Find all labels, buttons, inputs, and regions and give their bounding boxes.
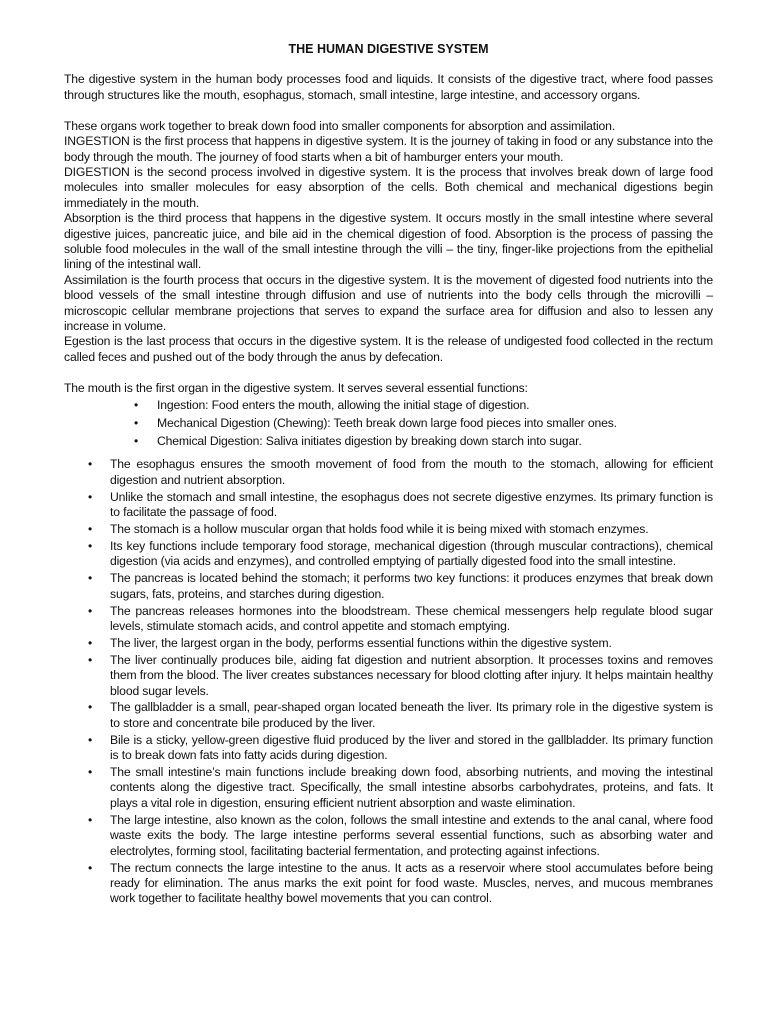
list-item-text: Chemical Digestion: Saliva initiates digestion by breaking down starch into sugar. xyxy=(157,433,582,448)
mouth-intro-paragraph: The mouth is the first organ in the digestive system. It serves several essential functions: xyxy=(64,380,528,395)
list-item-text: The pancreas is located behind the stomach; it performs two key functions: it produces enzymes that break down sugars, fats, proteins, and starches during digestion. xyxy=(110,571,713,601)
list-item-text: The gallbladder is a small, pear-shaped organ located beneath the liver. Its primary role in the digestive system is to store and concentrate bile produced by the liver. xyxy=(110,700,713,730)
list-item-text: The liver continually produces bile, aiding fat digestion and nutrient absorption. It processes toxins and removes them from the blood. The liver creates substances necessary for blood clotting after injury. It helps maintain healthy blood sugar levels. xyxy=(110,652,713,698)
list-item-text: The liver, the largest organ in the body, performs essential functions within the digestive system. xyxy=(110,635,612,650)
list-item xyxy=(134,416,713,431)
bullet-icon: • xyxy=(88,538,93,553)
list-item-text: Its key functions include temporary food storage, mechanical digestion (through muscular contractions), chemical digestion (via acids and enzymes), and controlled emptying of partially digested food into the small intestine. xyxy=(110,538,713,569)
bullet-icon: • xyxy=(88,860,93,875)
intro-paragraph: The digestive system in the human body processes food and liquids. It consists of the digestive tract, where food passes through structures like the mouth, esophagus, stomach, small intestine, large intestine, and accessory organs. xyxy=(64,72,713,102)
list-item-text: The small intestine’s main functions include breaking down food, absorbing nutrients, and moving the intestinal contents along the digestive tract. Specifically, the small intestine absorbs carbohydrates, proteins, and fats. It plays a vital role in digestion, ensuring efficient nutrient absorption and waste elimination. xyxy=(110,765,713,810)
process-paragraph-digestion: DIGESTION is the second process involved in digestive system. It is the process that involves break down of large food molecules into smaller molecules for easy absorption of the cells. Both chemical and mechanical digestions begin immediately in the mouth. xyxy=(64,164,713,210)
list-item-text: Unlike the stomach and small intestine, the esophagus does not secrete digestive enzymes. Its primary function is to facilitate the passage of food. xyxy=(110,489,713,520)
bullet-icon: • xyxy=(88,652,93,667)
bullet-icon: • xyxy=(134,416,139,431)
list-item xyxy=(88,636,713,651)
process-paragraph-absorption: Absorption is the third process that happens in the digestive system. It occurs mostly in the small intestine where several digestive juices, pancreatic juice, and bile aid in the chemical digestion of food. Absorption is the process of passing the soluble food molecules in the wall of the small intestine through the villi – the tiny, finger-like projections from the epithelial lining of the intestinal wall. xyxy=(64,211,713,272)
bullet-icon: • xyxy=(88,812,93,827)
bullet-icon: • xyxy=(88,635,93,650)
process-paragraph-overview: These organs work together to break down food into smaller components for absorption and assimilation. xyxy=(64,118,616,133)
process-paragraph-ingestion: INGESTION is the first process that happens in digestive system. It is the journey of taking in food or any substance into the body through the mouth. The journey of food starts when a bit of hamburger enters your mouth. xyxy=(64,134,713,164)
process-paragraph-egestion: Egestion is the last process that occurs in the digestive system. It is the release of undigested food collected in the rectum called feces and pushed out of the body through the anus by defecation. xyxy=(64,334,713,364)
list-item xyxy=(88,539,713,570)
list-item-text: The large intestine, also known as the colon, follows the small intestine and extends to the anal canal, where food waste exits the body. The large intestine performs several essential functions, such as absorbing water and electrolytes, forming stool, facilitating bacterial fermentation, and protecting against infections. xyxy=(110,812,713,858)
list-item xyxy=(88,861,713,907)
list-item-text: Ingestion: Food enters the mouth, allowing the initial stage of digestion. xyxy=(157,398,530,413)
list-item xyxy=(88,522,713,537)
bullet-icon: • xyxy=(88,603,93,618)
bullet-icon: • xyxy=(88,521,93,536)
list-item xyxy=(88,571,713,602)
bullet-icon: • xyxy=(88,457,93,472)
paragraph-spacer xyxy=(64,365,713,381)
bullet-icon: • xyxy=(134,398,139,413)
mouth-functions-list xyxy=(134,398,713,449)
list-item-text: Bile is a sticky, yellow-green digestive fluid produced by the liver and stored in the gallbladder. Its primary function is to break down fats into fatty acids during digestion. xyxy=(110,732,713,763)
list-item xyxy=(88,653,713,699)
list-item xyxy=(88,813,713,859)
list-item xyxy=(134,434,713,449)
bullet-icon: • xyxy=(88,765,93,780)
list-item-text: The esophagus ensures the smooth movement of food from the mouth to the stomach, allowing for efficient digestion and nutrient absorption. xyxy=(110,457,713,487)
bullet-icon: • xyxy=(88,489,93,504)
list-item xyxy=(88,457,713,488)
document-page xyxy=(64,42,713,908)
list-item-text: The stomach is a hollow muscular organ that holds food while it is being mixed with stomach enzymes. xyxy=(110,521,649,536)
list-item xyxy=(88,604,713,635)
bullet-icon: • xyxy=(88,700,93,715)
bullet-icon: • xyxy=(88,571,93,586)
list-item-text: The pancreas releases hormones into the bloodstream. These chemical messengers help regulate blood sugar levels, stimulate stomach acids, and control appetite and stomach emptying. xyxy=(110,603,713,633)
process-paragraph-assimilation: Assimilation is the fourth process that occurs in the digestive system. It is the movement of digested food nutrients into the blood vessels of the small intestine through diffusion and use of nutrients into the body cells through the microvilli – microscopic cellular membrane projections that serves to expand the surface area for diffusion and also to lessen any increase in volume. xyxy=(64,272,713,333)
list-item-text: Mechanical Digestion (Chewing): Teeth break down large food pieces into smaller ones. xyxy=(157,416,617,431)
bullet-icon: • xyxy=(134,433,139,448)
paragraph-spacer xyxy=(64,103,713,119)
list-item xyxy=(88,733,713,764)
document-title: THE HUMAN DIGESTIVE SYSTEM xyxy=(288,42,489,56)
list-item xyxy=(88,700,713,731)
list-item xyxy=(88,765,713,811)
organ-facts-list xyxy=(88,457,713,906)
list-item xyxy=(88,490,713,521)
list-item-text: The rectum connects the large intestine to the anus. It acts as a reservoir where stool accumulates before being ready for elimination. The anus marks the exit point for food waste. Muscles, nerves, and mucous membranes work together to facilitate healthy bowel movements that you can control. xyxy=(110,860,713,906)
list-item xyxy=(134,398,713,413)
bullet-icon: • xyxy=(88,732,93,747)
